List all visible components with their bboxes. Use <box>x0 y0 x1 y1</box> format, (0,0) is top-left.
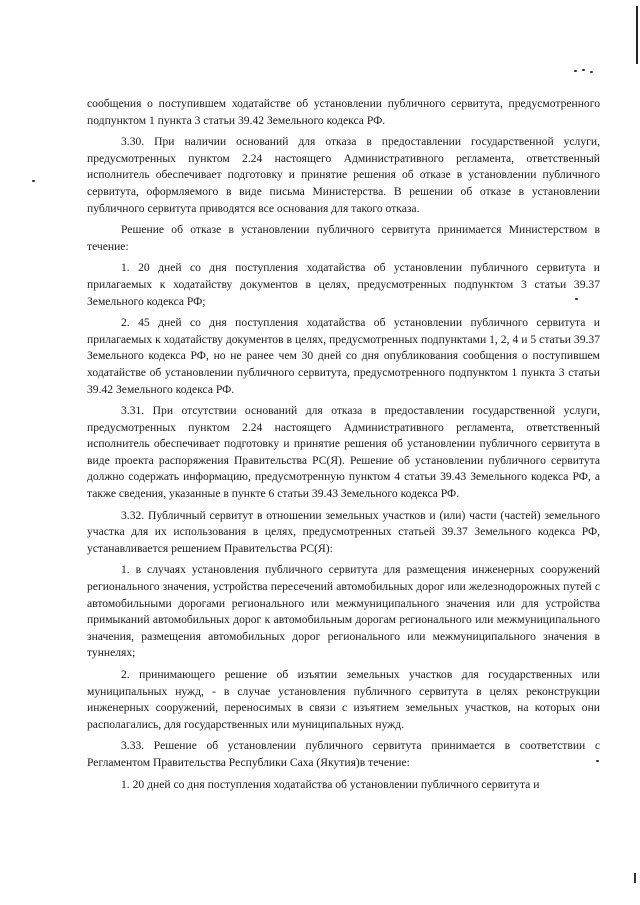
paragraph-refusal-term-2: 2. 45 дней со дня поступления ходатайства об установлении публичного сервитута и прилагаемых к ходатайству документов в целях, предусмотренных подпунктами 1, 2, 4 и 5 статьи 39.37 Земельного кодекса РФ, но не ранее чем 30 дней со дня опубликования сообщения о поступившем ходатайстве об установлении публичного сервитута, предусмотренного подпунктом 1 пункта 3 статьи 39.42 Земельного кодекса РФ. <box>87 316 600 396</box>
scan-edge-mark <box>634 873 636 883</box>
scan-artifact <box>574 70 577 72</box>
scan-artifact <box>582 69 585 71</box>
paragraph-3-33-item-1: 1. 20 дней со дня поступления ходатайства об установлении публичного сервитута и <box>121 777 540 791</box>
paragraph-refusal-term-1: 1. 20 дней со дня поступления ходатайства об установлении публичного сервитута и прилагаемых к ходатайству документов в целях, предусмотренных подпунктом 3 статьи 39.37 Земельного кодекса РФ; <box>87 261 600 308</box>
scan-edge-line <box>636 6 638 64</box>
scan-artifact <box>32 180 35 182</box>
scan-artifact <box>590 71 593 73</box>
paragraph-3-33: 3.33. Решение об установлении публичного сервитута принимается в соответствии с Регламентом Правительства Республики Саха (Якутия)в течение: <box>87 739 600 769</box>
paragraph-3-31: 3.31. При отсутствии оснований для отказа в предоставлении государственной услуги, предусмотренных пунктом 2.24 настоящего Административного регламента, ответственный исполнитель обеспечивает подготовку и принятие решения об установлении публичного сервитута в виде проекта распоряжения Правительства РС(Я). Решение об установлении публичного сервитута должно содержать информацию, предусмотренную пунктом 4 статьи 39.43 Земельного кодекса РФ, а также сведения, указанные в пункте 6 статьи 39.43 Земельного кодекса РФ. <box>87 404 600 501</box>
paragraph-3-32-item-2: 2. принимающего решение об изъятии земельных участков для государственных или муниципальных нужд, - в случае установления публичного сервитута в целях реконструкции инженерных сооружений, переносимых в связи с изъятием земельных участков, на которых они располагались, для государственных или муниципальных нужд. <box>87 668 600 731</box>
paragraph-refusal-term: Решение об отказе в установлении публичного сервитута принимается Министерством в течение: <box>87 223 600 253</box>
paragraph-continuation: сообщения о поступившем ходатайстве об установлении публичного сервитута, предусмотренного подпунктом 1 пункта 3 статьи 39.42 Земельного кодекса РФ. <box>87 97 600 127</box>
paragraph-3-32: 3.32. Публичный сервитут в отношении земельных участков и (или) части (частей) земельного участка для их использования в целях, предусмотренных статьей 39.37 Земельного кодекса РФ, устанавливается решением Правительства РС(Я): <box>87 508 600 555</box>
paragraph-3-32-item-1: 1. в случаях установления публичного сервитута для размещения инженерных сооружений регионального значения, устройства пересечений автомобильных дорог или железнодорожных путей с автомобильными дорогами регионального или межмуниципального значения или для устройства примыканий автомобильных дорог к автомобильным дорогам регионального или межмуниципального значения, размещения автомобильных дорог регионального или межмуниципального значения в туннелях; <box>87 563 600 660</box>
document-body <box>87 96 600 798</box>
paragraph-3-30: 3.30. При наличии оснований для отказа в предоставлении государственной услуги, предусмотренных пунктом 2.24 настоящего Административного регламента, ответственный исполнитель обеспечивает подготовку и принятие решения об отказе в установлении публичного сервитута, оформляемого в виде письма Министерства. В решении об отказе в установлении публичного сервитута приводятся все основания для такого отказа. <box>87 135 600 215</box>
